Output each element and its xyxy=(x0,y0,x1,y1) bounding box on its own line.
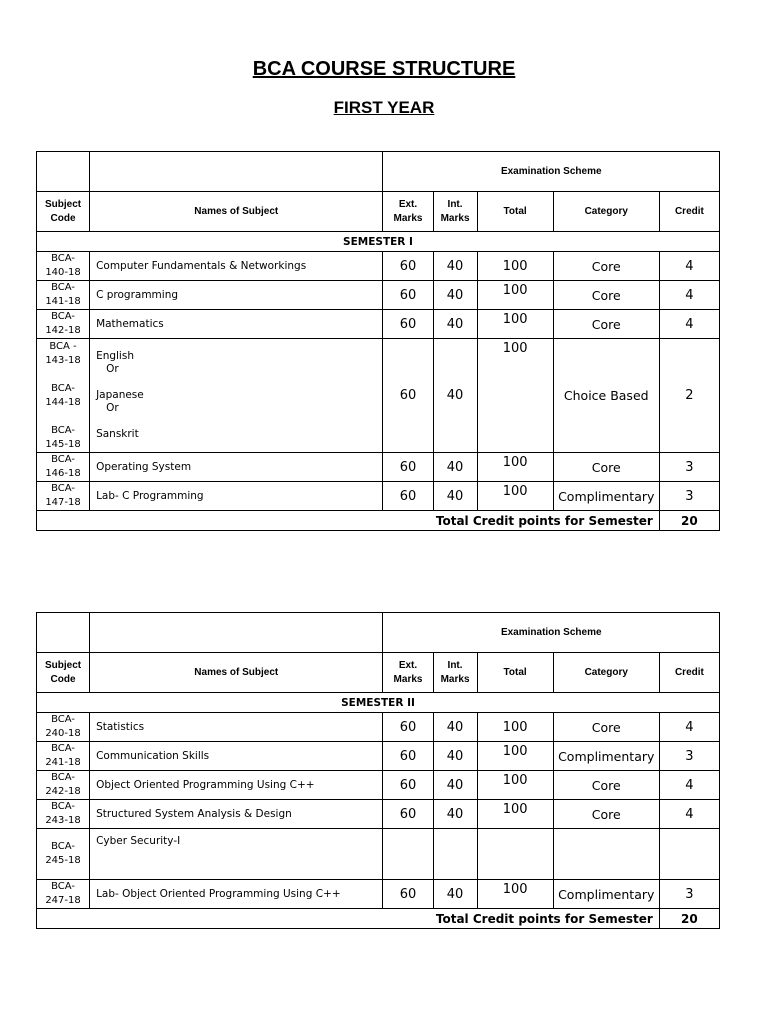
credit: 4 xyxy=(659,281,719,310)
subject-name: Structured System Analysis & Design xyxy=(90,800,383,829)
credit: 2 xyxy=(659,339,719,453)
table-row xyxy=(37,713,720,742)
subject-name: Cyber Security-I xyxy=(90,829,383,880)
credit: 3 xyxy=(659,453,719,482)
total-marks: 100 xyxy=(477,252,553,281)
int-marks: 40 xyxy=(433,252,477,281)
ext-marks: 60 xyxy=(383,482,433,511)
category: Core xyxy=(553,252,659,281)
subject-code: BCA- 247-18 xyxy=(37,880,90,909)
subject-code-header: Subject Code xyxy=(37,192,90,232)
semester-label: SEMESTER II xyxy=(37,693,720,713)
semester-2-table xyxy=(36,612,720,929)
exam-scheme-heading: Examination Scheme xyxy=(383,613,720,653)
credit: 3 xyxy=(659,742,719,771)
credit: 4 xyxy=(659,800,719,829)
int-marks: 40 xyxy=(433,310,477,339)
subject-names: English Or Japanese Or Sanskrit xyxy=(90,339,383,453)
credit: 4 xyxy=(659,252,719,281)
semester-label-row xyxy=(37,232,720,252)
category: Complimentary xyxy=(553,880,659,909)
total-marks: 100 xyxy=(477,339,553,453)
category-header: Category xyxy=(553,192,659,232)
ext-marks-header: Ext. Marks xyxy=(383,653,433,693)
ext-marks: 60 xyxy=(383,252,433,281)
subject-code: BCA- 241-18 xyxy=(37,742,90,771)
category: Core xyxy=(553,310,659,339)
names-of-subject-header: Names of Subject xyxy=(90,653,383,693)
subject-code: BCA- 240-18 xyxy=(37,713,90,742)
column-header-row xyxy=(37,653,720,693)
subject-name: Statistics xyxy=(90,713,383,742)
category: Core xyxy=(553,800,659,829)
total-marks: 100 xyxy=(477,742,553,771)
subject-name: Operating System xyxy=(90,453,383,482)
table-row xyxy=(37,771,720,800)
credit-header: Credit xyxy=(659,653,719,693)
int-marks: 40 xyxy=(433,281,477,310)
semester-total-row xyxy=(37,909,720,929)
total-marks: 100 xyxy=(477,482,553,511)
page-title: BCA COURSE STRUCTURE xyxy=(252,58,516,80)
semester-label: SEMESTER I xyxy=(37,232,720,252)
int-marks: 40 xyxy=(433,771,477,800)
ext-marks: 60 xyxy=(383,771,433,800)
subject-code: BCA- 141-18 xyxy=(37,281,90,310)
subject-name: Communication Skills xyxy=(90,742,383,771)
subject-code-header: Subject Code xyxy=(37,653,90,693)
category: Choice Based xyxy=(553,339,659,453)
table-row-choice xyxy=(37,339,720,453)
table-row xyxy=(37,310,720,339)
int-marks: 40 xyxy=(433,713,477,742)
credit: 4 xyxy=(659,771,719,800)
int-marks-header: Int. Marks xyxy=(433,653,477,693)
ext-marks: 60 xyxy=(383,310,433,339)
total-marks xyxy=(477,829,553,880)
ext-marks: 60 xyxy=(383,713,433,742)
category: Core xyxy=(553,713,659,742)
table-row xyxy=(37,482,720,511)
page-subtitle: FIRST YEAR xyxy=(333,98,435,117)
subject-code: BCA- 242-18 xyxy=(37,771,90,800)
credit: 3 xyxy=(659,880,719,909)
table-row xyxy=(37,829,720,880)
int-marks-header: Int. Marks xyxy=(433,192,477,232)
int-marks: 40 xyxy=(433,742,477,771)
table-row xyxy=(37,800,720,829)
subject-name: Mathematics xyxy=(90,310,383,339)
ext-marks: 60 xyxy=(383,339,433,453)
int-marks: 40 xyxy=(433,339,477,453)
exam-scheme-header-row xyxy=(37,613,720,653)
total-credit-label: Total Credit points for Semester xyxy=(37,909,660,929)
int-marks: 40 xyxy=(433,453,477,482)
total-credit-value: 20 xyxy=(659,909,719,929)
semester-label-row xyxy=(37,693,720,713)
subject-code: BCA- 245-18 xyxy=(37,829,90,880)
credit: 4 xyxy=(659,713,719,742)
subject-code: BCA- 147-18 xyxy=(37,482,90,511)
subject-code: BCA- 146-18 xyxy=(37,453,90,482)
exam-scheme-heading: Examination Scheme xyxy=(383,152,720,192)
total-marks: 100 xyxy=(477,281,553,310)
exam-scheme-header-row xyxy=(37,152,720,192)
category: Core xyxy=(553,771,659,800)
total-credit-label: Total Credit points for Semester xyxy=(37,511,660,531)
table-row xyxy=(37,281,720,310)
ext-marks: 60 xyxy=(383,281,433,310)
ext-marks: 60 xyxy=(383,742,433,771)
table-row xyxy=(37,880,720,909)
column-header-row xyxy=(37,192,720,232)
total-marks: 100 xyxy=(477,310,553,339)
table-row xyxy=(37,252,720,281)
subject-code: BCA- 243-18 xyxy=(37,800,90,829)
int-marks xyxy=(433,829,477,880)
int-marks: 40 xyxy=(433,800,477,829)
category: Core xyxy=(553,453,659,482)
category: Complimentary xyxy=(553,482,659,511)
category xyxy=(553,829,659,880)
subject-name: C programming xyxy=(90,281,383,310)
ext-marks: 60 xyxy=(383,453,433,482)
int-marks: 40 xyxy=(433,880,477,909)
total-marks: 100 xyxy=(477,880,553,909)
credit-header: Credit xyxy=(659,192,719,232)
total-credit-value: 20 xyxy=(659,511,719,531)
subject-code: BCA- 140-18 xyxy=(37,252,90,281)
subject-name: Lab- Object Oriented Programming Using C++ xyxy=(90,880,383,909)
subject-codes: BCA - 143-18 BCA- 144-18 BCA- 145-18 xyxy=(37,339,90,453)
total-marks: 100 xyxy=(477,800,553,829)
credit: 4 xyxy=(659,310,719,339)
subject-name: Lab- C Programming xyxy=(90,482,383,511)
total-marks: 100 xyxy=(477,771,553,800)
total-header: Total xyxy=(477,653,553,693)
ext-marks xyxy=(383,829,433,880)
ext-marks: 60 xyxy=(383,800,433,829)
total-header: Total xyxy=(477,192,553,232)
category: Complimentary xyxy=(553,742,659,771)
category: Core xyxy=(553,281,659,310)
table-row xyxy=(37,742,720,771)
ext-marks-header: Ext. Marks xyxy=(383,192,433,232)
category-header: Category xyxy=(553,653,659,693)
semester-total-row xyxy=(37,511,720,531)
semester-1-table xyxy=(36,151,720,531)
subject-name: Computer Fundamentals & Networkings xyxy=(90,252,383,281)
total-marks: 100 xyxy=(477,713,553,742)
int-marks: 40 xyxy=(433,482,477,511)
ext-marks: 60 xyxy=(383,880,433,909)
subject-name: Object Oriented Programming Using C++ xyxy=(90,771,383,800)
table-row xyxy=(37,453,720,482)
names-of-subject-header: Names of Subject xyxy=(90,192,383,232)
total-marks: 100 xyxy=(477,453,553,482)
subject-code: BCA- 142-18 xyxy=(37,310,90,339)
credit xyxy=(659,829,719,880)
credit: 3 xyxy=(659,482,719,511)
